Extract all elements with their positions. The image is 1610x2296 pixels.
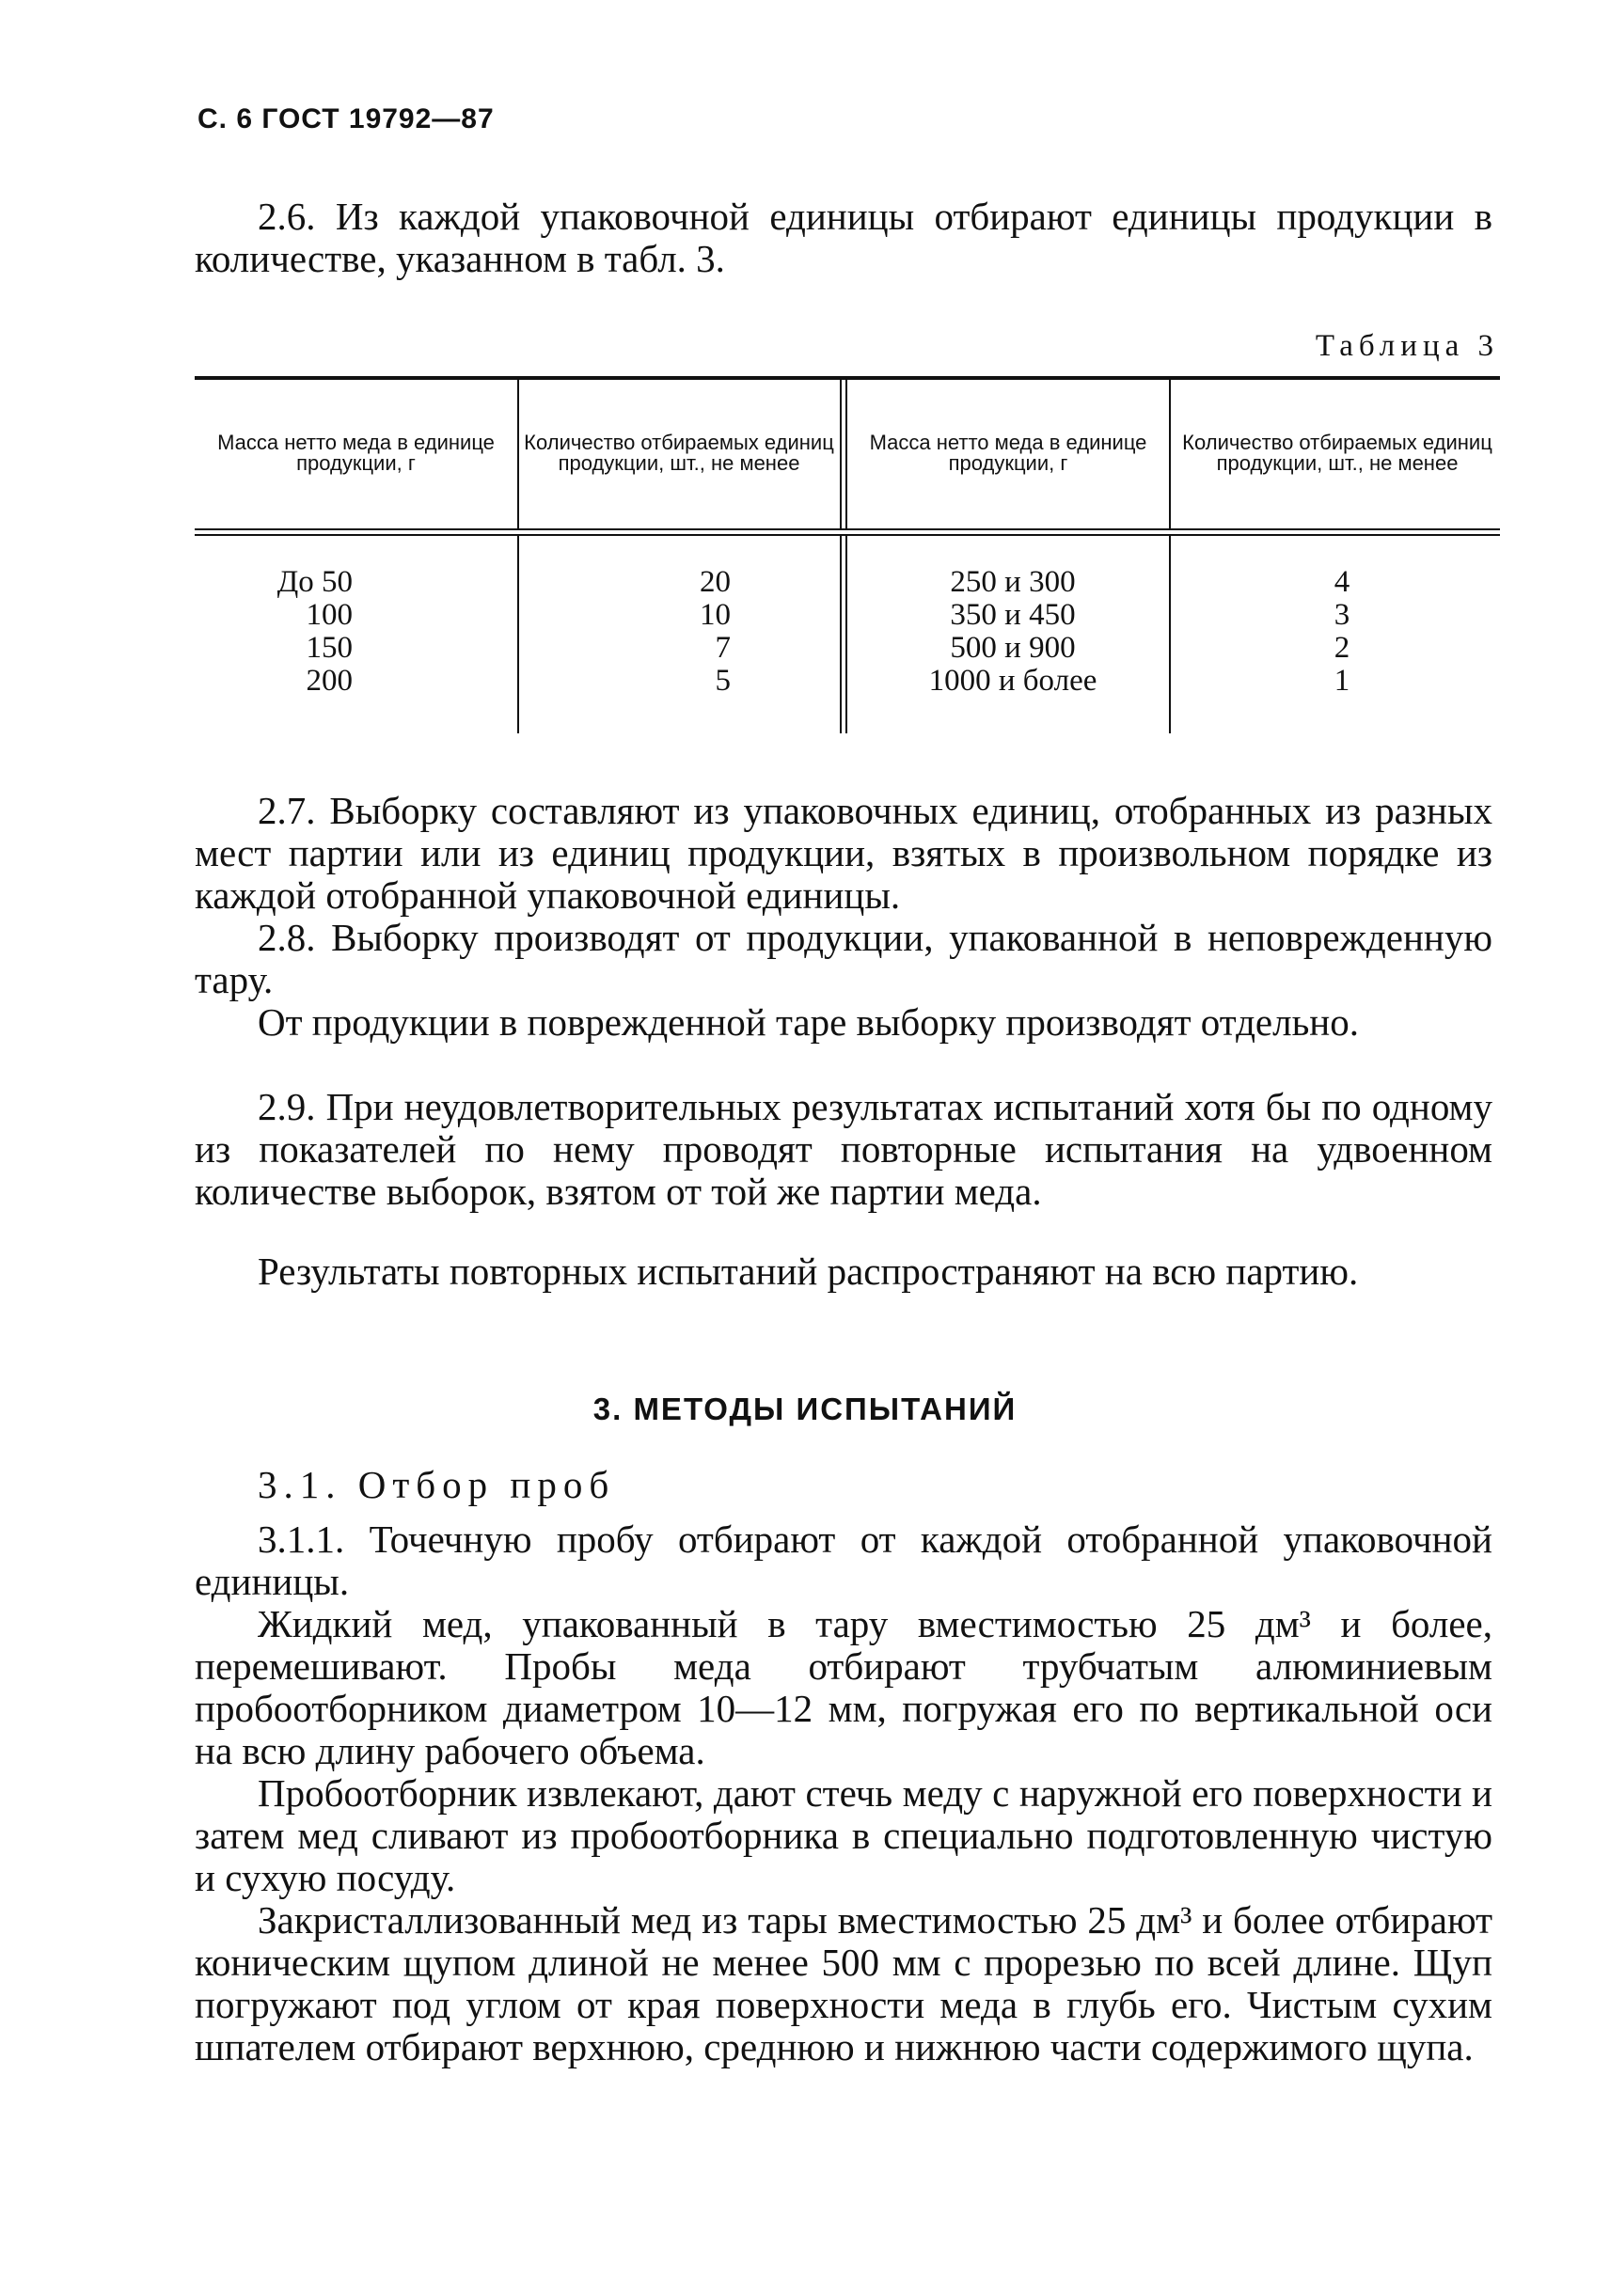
table-col-count-1 (618, 566, 731, 698)
page-header: С. 6 ГОСТ 19792—87 (197, 103, 495, 134)
table-top-rule (195, 376, 1500, 380)
paragraph-2-9: 2.9. При неудовлетворительных результатах испытаний хотя бы по одному из показателей по нему проводят повторные испытания на удвоенном количестве выборок, взятом от той же партии меда. (195, 1085, 1492, 1213)
sampling-table (195, 376, 1500, 738)
table-cell: 100 (306, 598, 353, 632)
paragraph-3-1-1: 3.1.1. Точечную пробу отбирают от каждой отобранной упаковочной единицы. (195, 1518, 1492, 1603)
table-cell: 4 (1334, 565, 1350, 599)
table-vline-1a (517, 378, 519, 528)
table-header-rule-1 (195, 528, 1500, 530)
table-header-count-1: Количество отбираемых единиц продукции, шт., не менее (524, 431, 834, 475)
table-vline-1b (517, 536, 519, 733)
paragraph-liquid-honey: Жидкий мед, упакованный в тару вместимостью 25 дм³ и более, перемешивают. Пробы меда отбирают трубчатым алюминиевым пробоотборником диаметром 10—12 мм, погружая его по вертикальной оси на всю длину рабочего объема. (195, 1602, 1492, 1772)
table-cell: 1000 и более (928, 664, 1097, 698)
table-cell: 2 (1334, 631, 1350, 665)
paragraph-2-8: 2.8. Выборку производят от продукции, упакованной в неповрежденную тару. (195, 916, 1492, 1001)
table-cell: 1 (1334, 664, 1350, 698)
paragraph-2-7: 2.7. Выборку составляют из упаковочных единиц, отобранных из разных мест партии или из единиц продукции, взятых в произвольном порядке из каждой отобранной упаковочной единицы. (195, 789, 1492, 917)
table-header-mass-1: Масса нетто меда в единице продукции, г (217, 431, 495, 475)
table-vline-2d (845, 536, 847, 733)
table-vline-2b (845, 378, 847, 528)
table-col-mass-2 (909, 566, 1116, 698)
paragraph-2-6: 2.6. Из каждой упаковочной единицы отбирают единицы продукции в количестве, указанном в табл. 3. (195, 195, 1492, 280)
table-cell: 7 (715, 631, 731, 665)
table-cell: 20 (700, 565, 731, 599)
paragraph-sampler-extract: Пробоотборник извлекают, дают стечь меду с наружной его поверхности и затем мед сливают из пробоотборника в специально подготовленную чистую и сухую посуду. (195, 1771, 1492, 1899)
table-vline-2a (840, 378, 842, 528)
table-cell: 150 (306, 631, 353, 665)
table-cell: 500 и 900 (950, 631, 1076, 665)
table-vline-3b (1169, 536, 1171, 733)
table-header-mass-2: Масса нетто меда в единице продукции, г (869, 431, 1147, 475)
table-cell: 350 и 450 (950, 598, 1076, 632)
table-header-count-2: Количество отбираемых единиц продукции, шт., не менее (1182, 431, 1492, 475)
table-header-rule-2 (195, 534, 1500, 536)
paragraph-2-8-b: От продукции в поврежденной таре выборку производят отдельно. (258, 1000, 1359, 1044)
table-cell: 3 (1334, 598, 1350, 632)
subsection-heading: 3.1. Отбор проб (258, 1463, 616, 1506)
table-caption: Таблица 3 (1315, 329, 1499, 363)
table-cell: 200 (306, 664, 353, 698)
table-vline-2c (840, 536, 842, 733)
section-title: 3. МЕТОДЫ ИСПЫТАНИЙ (592, 1392, 1018, 1426)
table-vline-3a (1169, 378, 1171, 528)
table-cell: До 50 (276, 565, 353, 599)
table-col-mass-1 (230, 566, 353, 698)
table-cell: 250 и 300 (950, 565, 1076, 599)
paragraph-2-9-b: Результаты повторных испытаний распространяют на всю партию. (258, 1250, 1359, 1293)
table-cell: 5 (715, 664, 731, 698)
paragraph-crystallized-honey: Закристаллизованный мед из тары вместимостью 25 дм³ и более отбирают коническим щупом длиной не менее 500 мм с прорезью по всей длине. Щуп погружают под углом от края поверхности меда в глубь его. Чистым сухим шпателем отбирают верхнюю, среднюю и нижнюю части содержимого щупа. (195, 1898, 1492, 2068)
table-col-count-2 (1314, 566, 1370, 698)
table-cell: 10 (700, 598, 731, 632)
